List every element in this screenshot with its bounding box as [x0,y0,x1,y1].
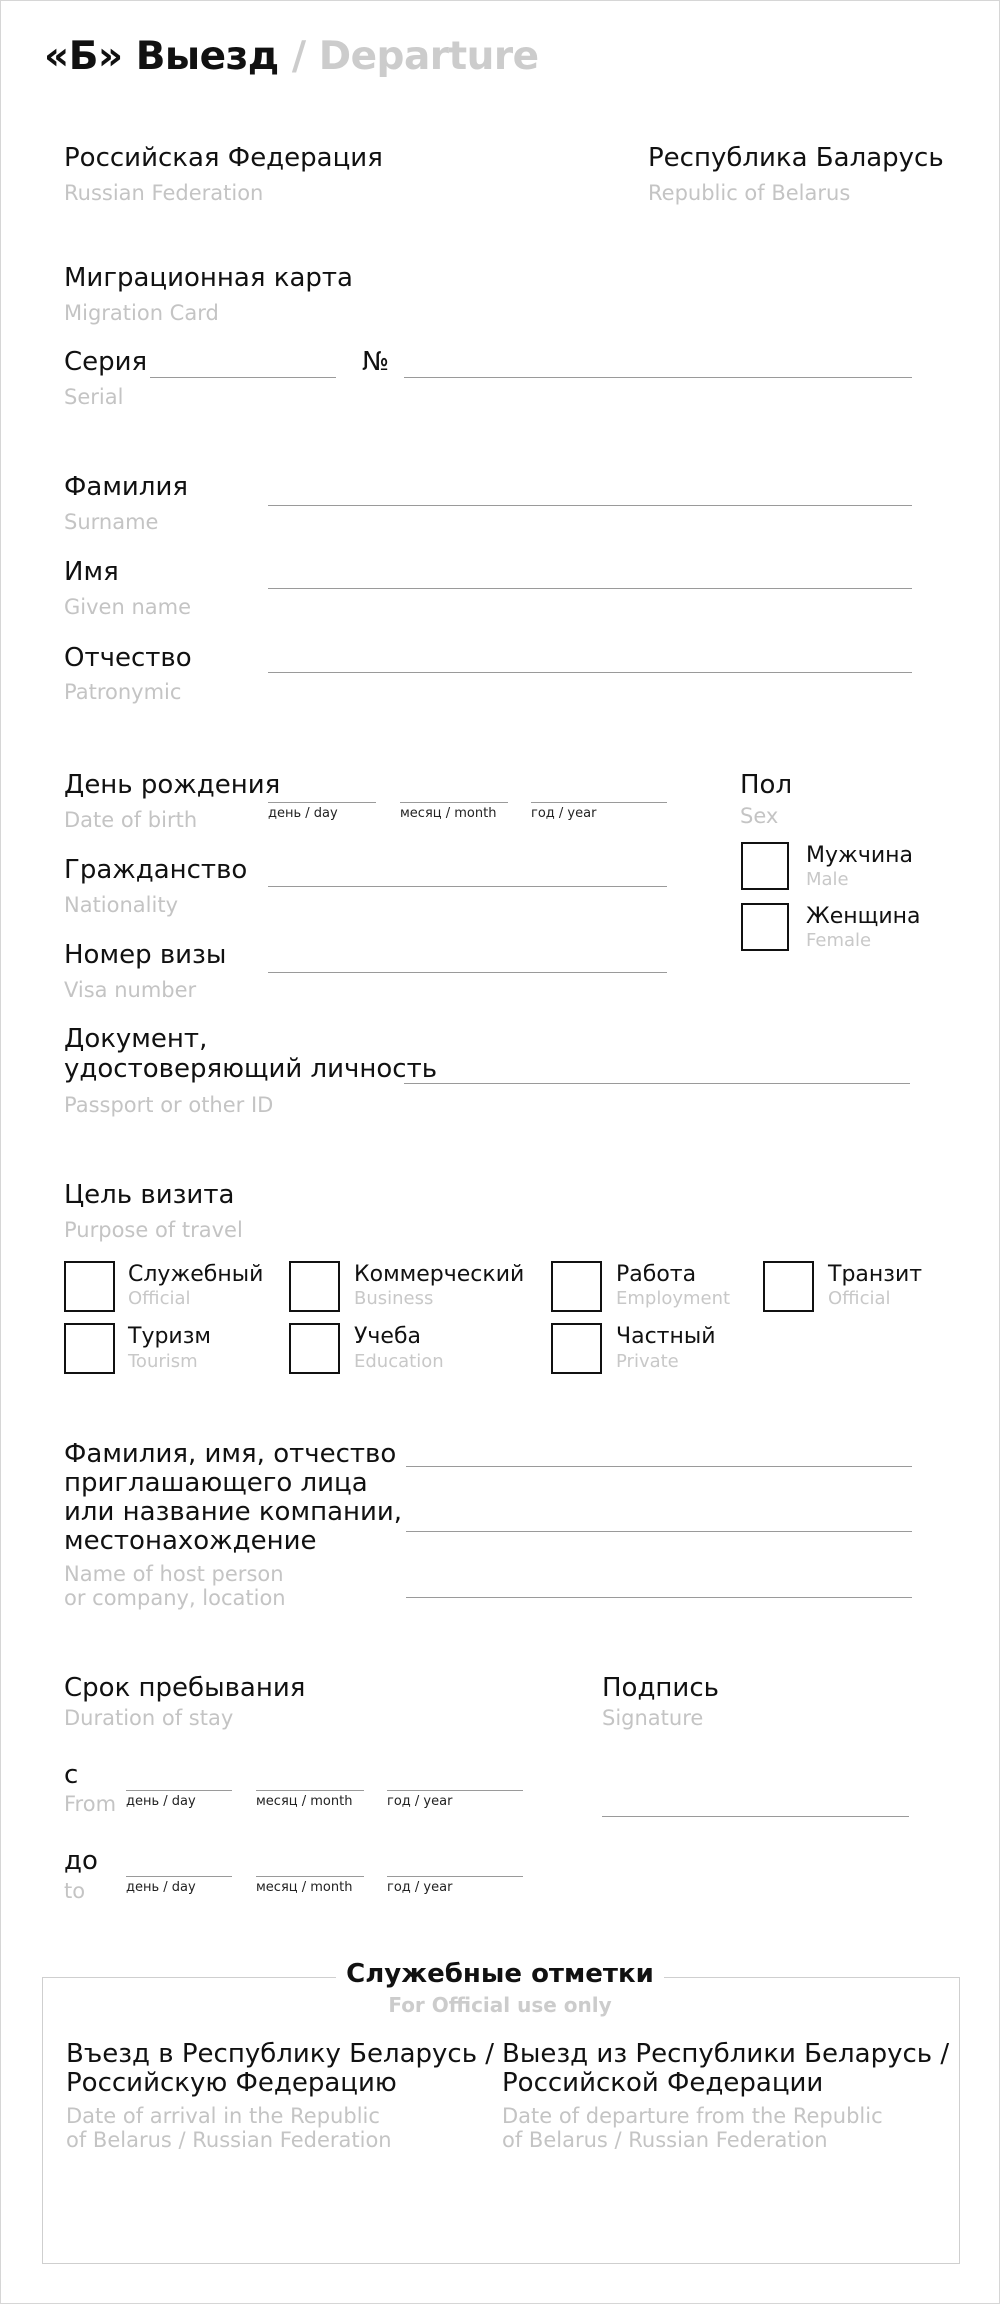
birth-year-hint: год / year [531,806,597,821]
serial-input-line[interactable] [150,377,336,378]
signature-label-en: Signature [602,1706,704,1730]
stay-to-month-input-line[interactable] [256,1876,364,1877]
stay-duration-label: Срок пребывания [64,1673,306,1703]
purpose-business-label: Коммерческий [354,1262,525,1287]
serial-label: Серия [64,347,148,377]
stay-duration-label-en: Duration of stay [64,1706,234,1730]
purpose-business-checkbox[interactable] [289,1261,340,1312]
female-label: Женщина [806,904,921,929]
stay-to-month-hint: месяц / month [256,1880,353,1895]
identity-document-label-en: Passport or other ID [64,1093,274,1117]
country-right-label: Республика Баларусь [648,143,944,173]
stay-from-month-hint: месяц / month [256,1794,353,1809]
purpose-transit-label-en: Official [828,1288,891,1309]
patronymic-input-line[interactable] [268,672,912,673]
birth-year-input-line[interactable] [531,802,667,803]
female-label-en: Female [806,930,872,951]
birth-month-input-line[interactable] [400,802,508,803]
purpose-official-checkbox[interactable] [64,1261,115,1312]
purpose-education-checkbox[interactable] [289,1323,340,1374]
host-label: Фамилия, имя, отчество приглашающего лица или название компании, местонахождение [64,1439,403,1556]
patronymic-label: Отчество [64,643,192,673]
nationality-label: Гражданство [64,855,248,885]
birth-date-label: День рождения [64,770,281,800]
stay-from-month-input-line[interactable] [256,1790,364,1791]
identity-document-label: Документ, удостоверяющий личность [64,1024,438,1084]
purpose-private-label-en: Private [616,1351,679,1372]
migration-card-label-en: Migration Card [64,301,219,325]
stay-from-year-hint: год / year [387,1794,453,1809]
host-input-line-3[interactable] [406,1597,912,1598]
purpose-tourism-label: Туризм [128,1324,212,1349]
stay-to-year-input-line[interactable] [387,1876,523,1877]
purpose-label: Цель визита [64,1180,235,1210]
purpose-transit-label: Транзит [828,1262,923,1287]
birth-day-input-line[interactable] [268,802,376,803]
sex-label: Пол [740,770,793,800]
purpose-education-label-en: Education [354,1351,444,1372]
birth-date-label-en: Date of birth [64,808,198,832]
stay-from-day-hint: день / day [126,1794,196,1809]
nationality-label-en: Nationality [64,893,179,917]
surname-label: Фамилия [64,472,188,502]
nationality-input-line[interactable] [268,886,667,887]
purpose-education-label: Учеба [354,1324,421,1349]
purpose-official-label: Служебный [128,1262,264,1287]
arrival-stamp-label-en: Date of arrival in the Republic of Belarus / Russian Federation [66,2104,392,2152]
migration-card-label: Миграционная карта [64,263,353,293]
purpose-private-label: Частный [616,1324,716,1349]
stay-from-label-en: From [64,1792,117,1816]
arrival-stamp-label: Въезд в Республику Беларусь / Российскую Федерацию [66,2039,495,2098]
stay-to-label: до [64,1846,98,1876]
stay-from-year-input-line[interactable] [387,1790,523,1791]
official-use-title: Служебные отметки [0,1958,1000,1990]
country-left-label-en: Russian Federation [64,181,264,205]
given-name-label: Имя [64,557,119,587]
host-label-en: Name of host person or company, location [64,1562,286,1610]
patronymic-label-en: Patronymic [64,680,182,704]
male-label: Мужчина [806,843,913,868]
purpose-tourism-checkbox[interactable] [64,1323,115,1374]
number-label: № [362,347,390,377]
stay-to-label-en: to [64,1879,86,1903]
number-input-line[interactable] [404,377,912,378]
given-name-input-line[interactable] [268,588,912,589]
country-left-label: Российская Федерация [64,143,383,173]
official-use-subtitle: For Official use only [388,1993,612,2017]
stay-from-label: с [64,1760,79,1790]
purpose-business-label-en: Business [354,1288,434,1309]
visa-number-label: Номер визы [64,940,227,970]
signature-input-line[interactable] [602,1816,909,1817]
host-input-line-2[interactable] [406,1531,912,1532]
birth-day-hint: день / day [268,806,338,821]
country-right-label-en: Republic of Belarus [648,181,851,205]
purpose-employment-checkbox[interactable] [551,1261,602,1312]
signature-label: Подпись [602,1673,719,1703]
purpose-private-checkbox[interactable] [551,1323,602,1374]
given-name-label-en: Given name [64,595,191,619]
birth-month-hint: месяц / month [400,806,497,821]
surname-label-en: Surname [64,510,159,534]
visa-number-label-en: Visa number [64,978,197,1002]
purpose-transit-checkbox[interactable] [763,1261,814,1312]
female-checkbox[interactable] [741,903,789,951]
stay-to-day-hint: день / day [126,1880,196,1895]
purpose-employment-label-en: Employment [616,1288,731,1309]
purpose-official-label-en: Official [128,1288,191,1309]
visa-number-input-line[interactable] [268,972,667,973]
departure-stamp-label: Выезд из Республики Беларусь / Российской Федерации [502,2039,950,2098]
stay-to-year-hint: год / year [387,1880,453,1895]
male-label-en: Male [806,869,849,890]
sex-label-en: Sex [740,804,779,828]
purpose-label-en: Purpose of travel [64,1218,243,1242]
identity-document-input-line[interactable] [404,1083,910,1084]
stay-to-day-input-line[interactable] [126,1876,232,1877]
surname-input-line[interactable] [268,505,912,506]
male-checkbox[interactable] [741,842,789,890]
purpose-tourism-label-en: Tourism [128,1351,198,1372]
page-title: «Б» Выезд / Departure [44,34,539,79]
serial-label-en: Serial [64,385,124,409]
host-input-line-1[interactable] [406,1466,912,1467]
stay-from-day-input-line[interactable] [126,1790,232,1791]
departure-stamp-label-en: Date of departure from the Republic of Belarus / Russian Federation [502,2104,883,2152]
purpose-employment-label: Работа [616,1262,697,1287]
